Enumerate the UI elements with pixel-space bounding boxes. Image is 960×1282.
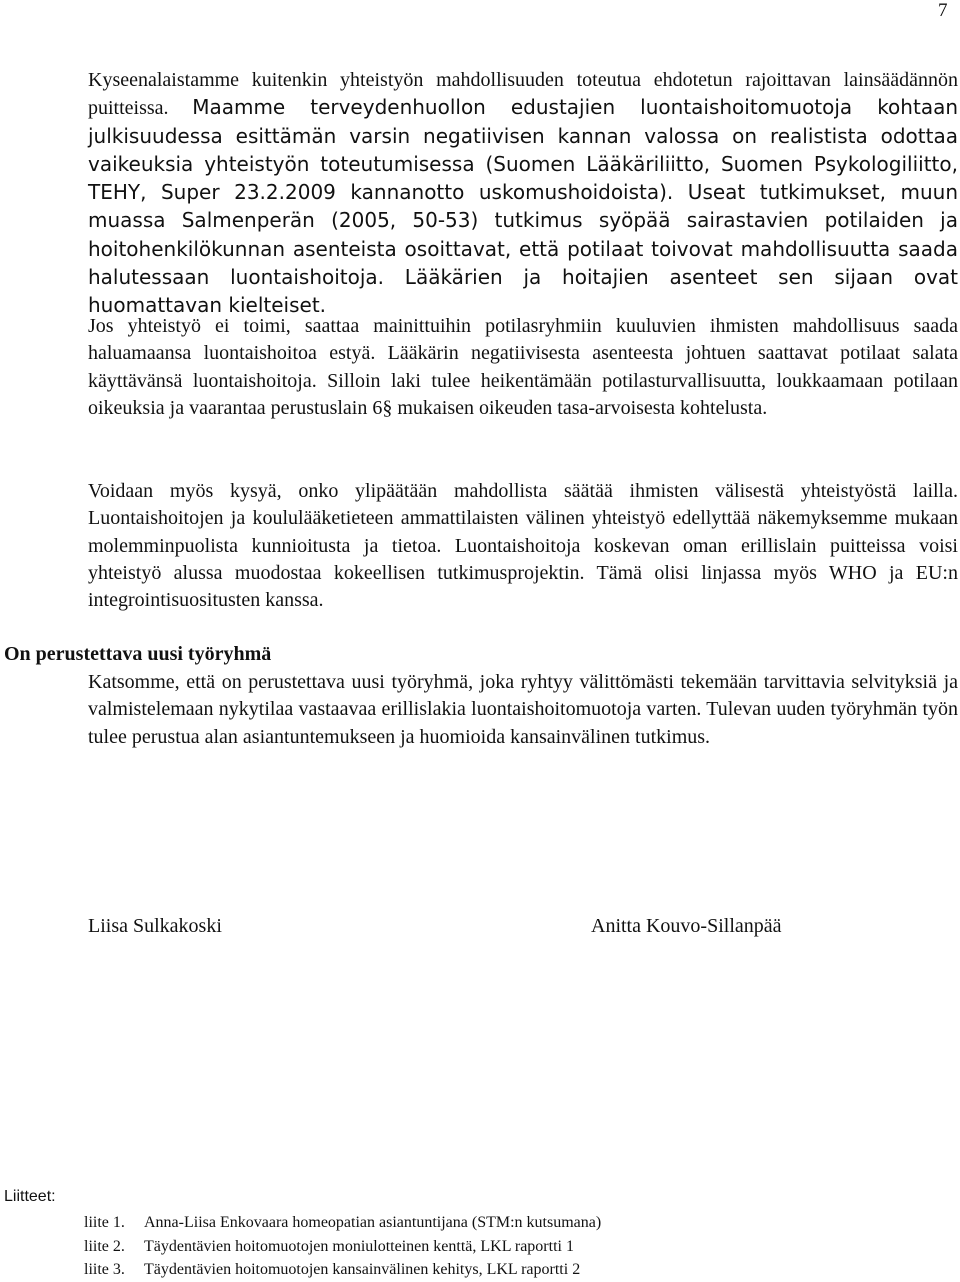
section-heading: On perustettava uusi työryhmä [4, 643, 272, 665]
paragraph-patient-safety: Jos yhteistyö ei toimi, saattaa mainittuihin potilasryhmiin kuuluvien ihmisten mahdollisuus saada haluamaansa luontaishoitoa estyä. Lääkärin negatiivisesta asenteesta johtuen saattavat potilaat salata käyttävänsä luontaishoitoja. Silloin laki tulee heikentämään potilasturvallisuutta, loukkaamaan potilaan oikeuksia ja vaarantaa perustuslain 6§ mukaisen oikeuden tasa-arvoisesta kohtelusta. [88, 315, 958, 419]
attachment-item [84, 1235, 601, 1259]
paragraph-legislation-cooperation [88, 67, 958, 321]
attachment-number: liite 1. [84, 1214, 125, 1231]
signature-name-2: Anitta Kouvo-Sillanpää [591, 915, 782, 937]
attachment-item [84, 1211, 601, 1235]
attachment-title: Anna-Liisa Enkovaara homeopatian asiantuntijana (STM:n kutsumana) [144, 1214, 602, 1231]
attachment-title: Täydentävien hoitomuotojen kansainvälinen kehitys, LKL raportti 2 [144, 1261, 581, 1278]
signature-name-1: Liisa Sulkakoski [88, 915, 222, 937]
attachment-item [84, 1258, 601, 1282]
attachment-title: Täydentävien hoitomuotojen moniulotteinen kenttä, LKL raportti 1 [144, 1237, 574, 1255]
paragraph-cooperation-by-law: Voidaan myös kysyä, onko ylipäätään mahdollista säätää ihmisten välisestä yhteistyöstä lailla. Luontaishoitojen ja koululääketieteen ammattilaisten välinen yhteistyö edellyttää näkemyksemme mukaan molemminpuolista kunnioitusta ja tietoa. Luontaishoitoja koskevan oman erillislain puitteissa voisi yhteistyö alussa muodostaa kokeellisen tutkimusprojektin. Tämä olisi linjassa myös WHO ja EU:n integrointisuositusten kanssa. [88, 480, 958, 612]
attachments-label: Liitteet: [4, 1188, 56, 1205]
page-number: 7 [938, 0, 948, 21]
attachments-list [84, 1211, 601, 1282]
paragraph-attitudes-text: Maamme terveydenhuollon edustajien luontaishoitomuotoja kohtaan julkisuudessa esittämän varsin negatiivisen kannan valossa on realistista odottaa vaikeuksia yhteistyön toteutumisessa (Suomen Lääkäriliitto, Suomen Psykologiliitto, TEHY, Super 23.2.2009 kannanotto uskomushoidoista). Useat tutkimukset, muun muassa Salmenperän (2005, 50-53) tutkimus syöpää sairastavien potilaiden ja hoitohenkilökunnan asenteista osoittavat, että potilaat toivovat mahdollisuutta saada halutessaan luontaishoitoja. Lääkärien ja hoitajien asenteet sen sijaan ovat huomattavan kielteiset. [88, 95, 958, 318]
attachment-number: liite 2. [84, 1237, 125, 1255]
attachment-number: liite 3. [84, 1261, 125, 1278]
paragraph-intro-text: Kyseenalaistamme kuitenkin yhteistyön mahdollisuuden toteutua ehdotetun rajoittavan lainsäädännön puitteissa. [88, 69, 958, 120]
paragraph-new-working-group: Katsomme, että on perustettava uusi työryhmä, joka ryhtyy välittömästi tekemään tarvittavia selvityksiä ja valmistelemaan nykytilaa vastaavaa erillislakia luontaishoitomuotoja varten. Tulevan uuden työryhmän työn tulee perustua alan asiantuntemukseen ja huomioida kansainvälinen tutkimus. [88, 671, 958, 748]
